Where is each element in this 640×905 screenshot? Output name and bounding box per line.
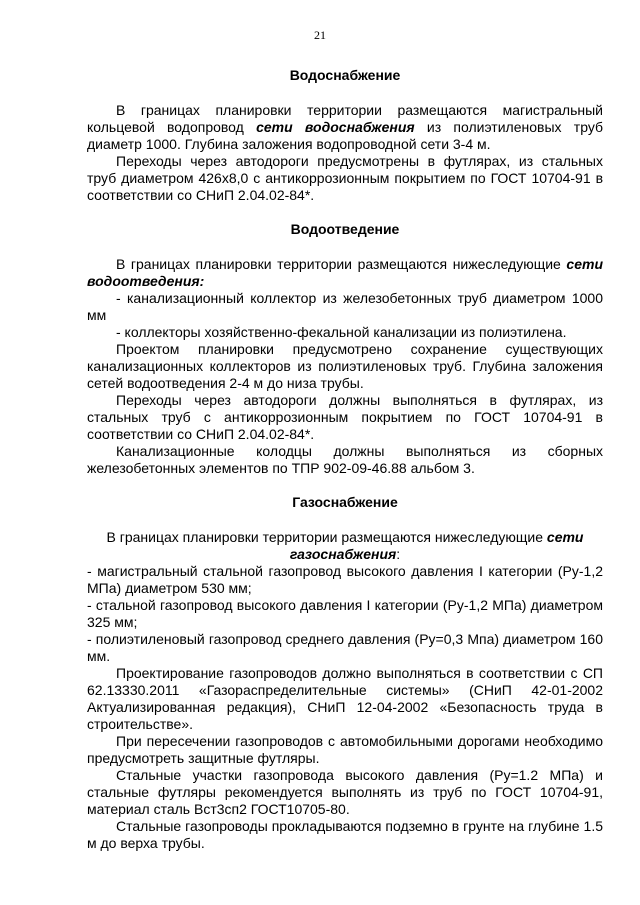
gas-supply-paragraph-3: При пересечении газопроводов с автомобильными дорогами необходимо предусмотреть защитные футляры. xyxy=(87,733,603,766)
drainage-paragraph-4: Канализационные колодцы должны выполняться из сборных железобетонных элементов по ТПР 902-09-46.88 альбом 3. xyxy=(87,443,603,476)
gas-list-item-3: - полиэтиленовый газопровод среднего давления (Ру=0,3 Мпа) диаметром 160 мм. xyxy=(87,631,603,664)
gas-supply-paragraph-4: Стальные участки газопровода высокого давления (Ру=1.2 МПа) и стальные футляры рекомендуется выполнять из труб по ГОСТ 10704-91, материал сталь Вст3сп2 ГОСТ10705-80. xyxy=(87,767,603,817)
page-number: 21 xyxy=(314,28,326,42)
gas-supply-paragraph-1: В границах планировки территории размещаются нижеследующие сети газоснабжения: xyxy=(106,529,584,562)
water-supply-paragraph-2: Переходы через автодороги предусмотрены в футлярах, из стальных труб диаметром 426х8,0 с антикоррозионным покрытием по ГОСТ 10704-91 в соответствии со СНиП 2.04.02-84*. xyxy=(87,153,603,203)
gas-supply-paragraph-2: Проектирование газопроводов должно выполняться в соответствии с СП 62.13330.2011 «Газораспределительные системы» (СНиП 42-01-2002 Актуализированная редакция), СНиП 12-04-2002 «Безопасность труда в строительстве». xyxy=(87,665,603,732)
section-title-gas-supply: Газоснабжение xyxy=(292,494,398,510)
gas-list-item-2: - стальной газопровод высокого давления I категории (Ру-1,2 МПа) диаметром 325 мм; xyxy=(87,597,603,630)
gas-supply-paragraph-5: Стальные газопроводы прокладываются подземно в грунте на глубине 1.5 м до верха трубы. xyxy=(87,818,603,851)
drainage-paragraph-2: Проектом планировки предусмотрено сохранение существующих канализационных коллекторов из полиэтиленовых труб. Глубина заложения сетей водоотведения 2-4 м до низа трубы. xyxy=(87,341,603,391)
water-supply-paragraph-1: В границах планировки территории размещаются магистральный кольцевой водопровод сети водоснабжения из полиэтиленовых труб диаметр 1000. Глубина заложения водопроводной сети 3-4 м. xyxy=(87,102,603,152)
section-title-drainage: Водоотведение xyxy=(290,221,400,237)
emphasis-drainage-networks: сети водоотведения: xyxy=(87,256,603,289)
emphasis-water-supply-networks: сети водоснабжения xyxy=(256,119,415,135)
drainage-list-item-2: - коллекторы хозяйственно-фекальной канализации из полиэтилена. xyxy=(116,324,567,340)
drainage-paragraph-3: Переходы через автодороги должны выполняться в футлярах, из стальных труб с антикоррозионным покрытием по ГОСТ 10704-91 в соответствии со СНиП 2.04.02-84*. xyxy=(87,392,603,442)
page-content xyxy=(87,66,603,852)
emphasis-gas-supply-networks: сети газоснабжения xyxy=(289,529,584,562)
drainage-list-item-1: - канализационный коллектор из железобетонных труб диаметром 1000 мм xyxy=(87,290,603,323)
gas-list-item-1: - магистральный стальной газопровод высокого давления I категории (Ру-1,2 МПа) диаметром 530 мм; xyxy=(87,563,603,596)
section-title-water-supply: Водоснабжение xyxy=(289,67,401,83)
drainage-paragraph-1: В границах планировки территории размещаются нижеследующие сети водоотведения: xyxy=(87,256,603,289)
